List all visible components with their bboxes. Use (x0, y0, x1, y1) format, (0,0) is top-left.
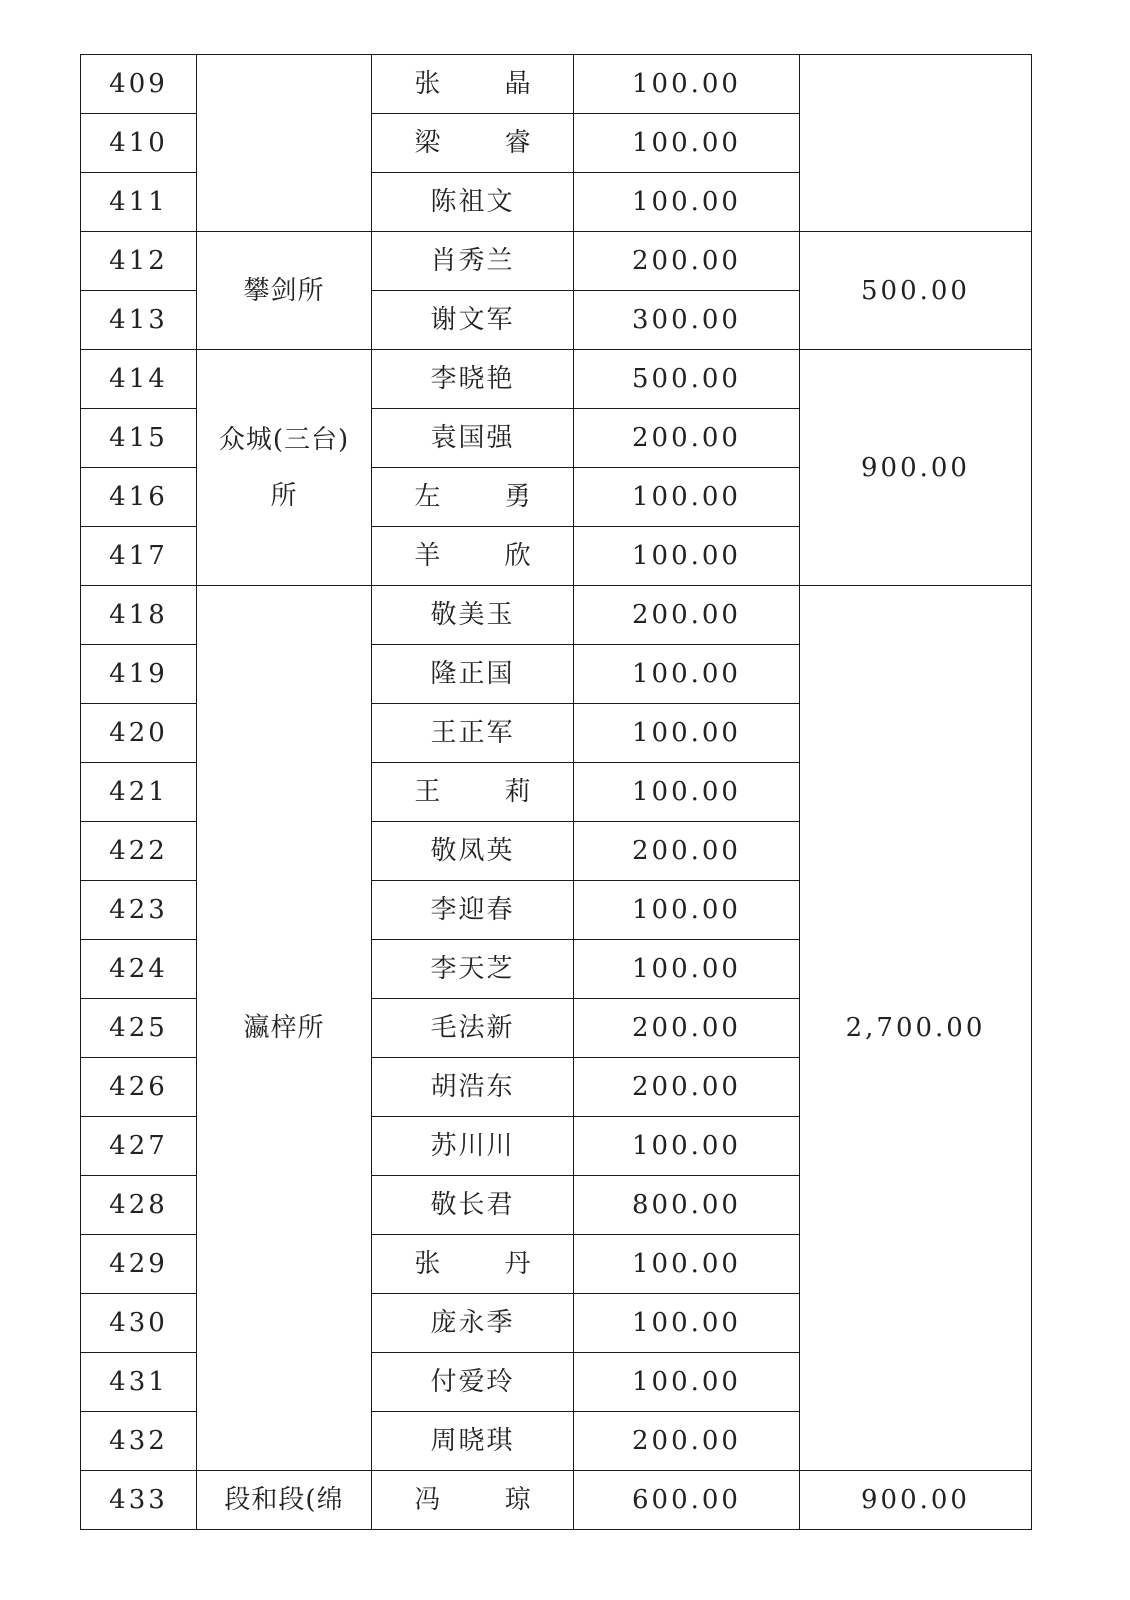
donation-amount: 200.00 (574, 409, 800, 468)
row-number: 418 (81, 586, 197, 645)
table-row (81, 350, 1032, 409)
row-number: 428 (81, 1176, 197, 1235)
unit-total (800, 55, 1032, 232)
donation-table (80, 54, 1032, 1530)
donation-amount: 200.00 (574, 999, 800, 1058)
row-number: 432 (81, 1412, 197, 1471)
table-row (81, 55, 1032, 114)
donor-name: 苏川川 (372, 1117, 574, 1176)
donation-amount: 200.00 (574, 1058, 800, 1117)
row-number: 426 (81, 1058, 197, 1117)
row-number: 431 (81, 1353, 197, 1412)
unit-name-line1: 众城(三台) (218, 424, 350, 455)
row-number: 417 (81, 527, 197, 586)
row-number: 430 (81, 1294, 197, 1353)
donor-name: 隆正国 (372, 645, 574, 704)
unit-total: 900.00 (800, 1471, 1032, 1530)
table-row (81, 1471, 1032, 1530)
row-number: 429 (81, 1235, 197, 1294)
donor-name: 庞永季 (372, 1294, 574, 1353)
donation-amount: 100.00 (574, 527, 800, 586)
donation-amount: 100.00 (574, 1353, 800, 1412)
row-number: 422 (81, 822, 197, 881)
row-number: 427 (81, 1117, 197, 1176)
donation-amount: 200.00 (574, 1412, 800, 1471)
donation-amount: 200.00 (574, 586, 800, 645)
unit-cell: 攀剑所 (197, 232, 372, 350)
donor-name: 胡浩东 (372, 1058, 574, 1117)
row-number: 416 (81, 468, 197, 527)
donation-amount: 100.00 (574, 55, 800, 114)
donor-name: 张 丹 (372, 1235, 574, 1294)
donor-name: 敬美玉 (372, 586, 574, 645)
row-number: 412 (81, 232, 197, 291)
row-number: 423 (81, 881, 197, 940)
row-number: 410 (81, 114, 197, 173)
donor-name: 王正军 (372, 704, 574, 763)
donor-name: 左 勇 (372, 468, 574, 527)
donor-name: 李迎春 (372, 881, 574, 940)
row-number: 421 (81, 763, 197, 822)
donation-amount: 100.00 (574, 763, 800, 822)
row-number: 414 (81, 350, 197, 409)
unit-cell (197, 55, 372, 232)
donor-name: 李晓艳 (372, 350, 574, 409)
donor-name: 周晓琪 (372, 1412, 574, 1471)
donor-name: 梁 睿 (372, 114, 574, 173)
donation-amount: 800.00 (574, 1176, 800, 1235)
donor-name: 羊 欣 (372, 527, 574, 586)
donor-name: 冯 琼 (372, 1471, 574, 1530)
donation-amount: 100.00 (574, 1294, 800, 1353)
donor-name: 张 晶 (372, 55, 574, 114)
donation-amount: 100.00 (574, 1235, 800, 1294)
donation-amount: 500.00 (574, 350, 800, 409)
donor-name: 谢文军 (372, 291, 574, 350)
donor-name: 王 莉 (372, 763, 574, 822)
donor-name: 毛法新 (372, 999, 574, 1058)
unit-cell: 瀛梓所 (197, 586, 372, 1471)
donation-amount: 200.00 (574, 822, 800, 881)
row-number: 425 (81, 999, 197, 1058)
donor-name: 敬长君 (372, 1176, 574, 1235)
unit-name-line2: 所 (270, 480, 298, 511)
donor-name: 袁国强 (372, 409, 574, 468)
unit-total: 2,700.00 (800, 586, 1032, 1471)
row-number: 413 (81, 291, 197, 350)
row-number: 411 (81, 173, 197, 232)
donation-amount: 300.00 (574, 291, 800, 350)
unit-total: 500.00 (800, 232, 1032, 350)
donation-amount: 100.00 (574, 704, 800, 763)
row-number: 424 (81, 940, 197, 999)
donation-amount: 100.00 (574, 173, 800, 232)
donor-name: 李天芝 (372, 940, 574, 999)
unit-cell (197, 350, 372, 586)
unit-cell: 段和段(绵 (197, 1471, 372, 1530)
donor-name: 肖秀兰 (372, 232, 574, 291)
donor-name: 付爱玲 (372, 1353, 574, 1412)
table-row (81, 232, 1032, 291)
row-number: 415 (81, 409, 197, 468)
donation-amount: 100.00 (574, 114, 800, 173)
donation-amount: 100.00 (574, 468, 800, 527)
donation-amount: 100.00 (574, 881, 800, 940)
unit-total: 900.00 (800, 350, 1032, 586)
row-number: 420 (81, 704, 197, 763)
donation-amount: 200.00 (574, 232, 800, 291)
donation-amount: 100.00 (574, 645, 800, 704)
donation-amount: 100.00 (574, 1117, 800, 1176)
table-row (81, 586, 1032, 645)
donor-name: 敬凤英 (372, 822, 574, 881)
row-number: 419 (81, 645, 197, 704)
donation-amount: 100.00 (574, 940, 800, 999)
donation-amount: 600.00 (574, 1471, 800, 1530)
row-number: 409 (81, 55, 197, 114)
row-number: 433 (81, 1471, 197, 1530)
donor-name: 陈祖文 (372, 173, 574, 232)
